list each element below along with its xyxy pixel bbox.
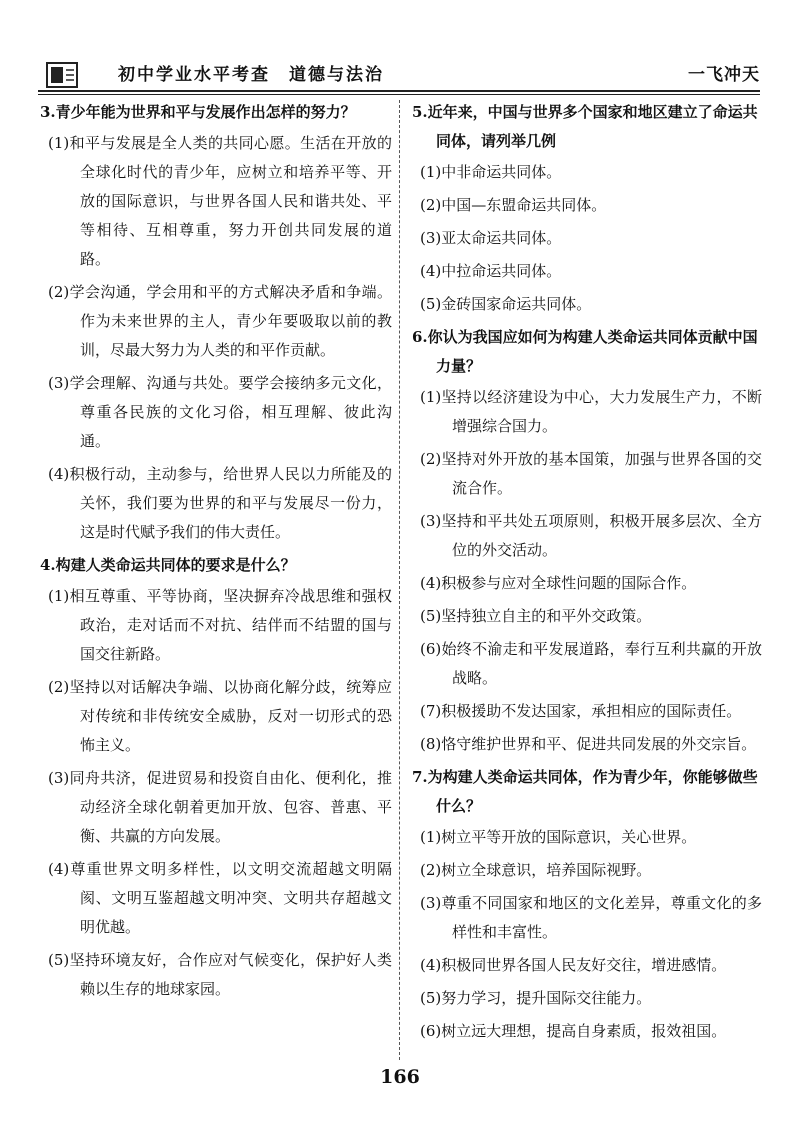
- question-block-4: [40, 551, 392, 1004]
- book-logo-icon: [46, 60, 84, 90]
- answer-item: (4)尊重世界文明多样性，以文明交流超越文明隔阂、文明互鉴超越文明冲突、文明共存超越文明优越。: [48, 860, 392, 936]
- answer-item: (3)学会理解、沟通与共处。要学会接纳多元文化，尊重各民族的文化习俗，相互理解、彼此沟通。: [48, 374, 392, 450]
- question-heading: 7.为构建人类命运共同体，作为青少年，你能够做些什么？: [412, 768, 758, 815]
- question-heading: 3.青少年能为世界和平与发展作出怎样的努力？: [40, 103, 356, 121]
- answer-item: (4)中拉命运共同体。: [420, 262, 562, 280]
- answer-item: (2)学会沟通，学会用和平的方式解决矛盾和争端。作为未来世界的主人，青少年要吸取以前的教训，尽最大努力为人类的和平作贡献。: [48, 283, 392, 359]
- header-brand: 一飞冲天: [688, 65, 760, 85]
- question-block-7: [412, 763, 762, 1046]
- answer-item: (3)坚持和平共处五项原则，积极开展多层次、全方位的外交活动。: [420, 512, 762, 559]
- header-rule: [38, 90, 760, 92]
- answer-item: (2)坚持以对话解决争端、以协商化解分歧，统筹应对传统和非传统安全威胁，反对一切形式的恐怖主义。: [48, 678, 392, 754]
- answer-item: (1)坚持以经济建设为中心，大力发展生产力，不断增强综合国力。: [420, 388, 762, 435]
- question-heading: 5.近年来，中国与世界多个国家和地区建立了命运共同体，请列举几例: [412, 103, 758, 150]
- answer-item: (2)坚持对外开放的基本国策，加强与世界各国的交流合作。: [420, 450, 762, 497]
- answer-item: (3)同舟共济，促进贸易和投资自由化、便利化，推动经济全球化朝着更加开放、包容、普惠、平衡、共赢的方向发展。: [48, 769, 392, 845]
- answer-item: (4)积极同世界各国人民友好交往，增进感情。: [420, 956, 727, 974]
- page-header: [38, 52, 760, 98]
- right-column: [412, 98, 762, 1050]
- question-block-5: [412, 98, 762, 319]
- answer-item: (2)树立全球意识，培养国际视野。: [420, 861, 652, 879]
- answer-item: (1)和平与发展是全人类的共同心愿。生活在开放的全球化时代的青少年，应树立和培养平等、开放的国际意识，与世界各国人民和谐共处、平等相待、互相尊重，努力开创共同发展的道路。: [48, 134, 392, 268]
- answer-item: (5)坚持独立自主的和平外交政策。: [420, 607, 652, 625]
- answer-item: (4)积极行动，主动参与，给世界人民以力所能及的关怀，我们要为世界的和平与发展尽一份力，这是时代赋予我们的伟大责任。: [48, 465, 392, 541]
- answer-item: (1)树立平等开放的国际意识，关心世界。: [420, 828, 697, 846]
- question-block-6: [412, 323, 762, 759]
- answer-item: (6)树立远大理想，提高自身素质，报效祖国。: [420, 1022, 727, 1040]
- answer-item: (6)始终不渝走和平发展道路，奉行互利共赢的开放战略。: [420, 640, 762, 687]
- answer-item: (4)积极参与应对全球性问题的国际合作。: [420, 574, 697, 592]
- header-rule-thin: [38, 94, 760, 95]
- left-column: [40, 98, 392, 1008]
- answer-item: (8)恪守维护世界和平、促进共同发展的外交宗旨。: [420, 735, 757, 753]
- answer-item: (2)中国—东盟命运共同体。: [420, 196, 607, 214]
- answer-item: (3)尊重不同国家和地区的文化差异，尊重文化的多样性和丰富性。: [420, 894, 762, 941]
- question-block-3: [40, 98, 392, 547]
- question-heading: 6.你认为我国应如何为构建人类命运共同体贡献中国力量？: [412, 328, 758, 375]
- page-number: 166: [380, 1066, 420, 1088]
- answer-item: (7)积极援助不发达国家，承担相应的国际责任。: [420, 702, 742, 720]
- answer-item: (5)努力学习，提升国际交往能力。: [420, 989, 652, 1007]
- answer-item: (3)亚太命运共同体。: [420, 229, 562, 247]
- question-heading: 4.构建人类命运共同体的要求是什么？: [40, 556, 296, 574]
- header-title: 初中学业水平考查 道德与法治: [118, 65, 384, 85]
- answer-item: (5)金砖国家命运共同体。: [420, 295, 592, 313]
- answer-item: (1)中非命运共同体。: [420, 163, 562, 181]
- answer-item: (1)相互尊重、平等协商，坚决摒弃冷战思维和强权政治，走对话而不对抗、结伴而不结盟的国与国交往新路。: [48, 587, 392, 663]
- answer-item: (5)坚持环境友好，合作应对气候变化，保护好人类赖以生存的地球家园。: [48, 951, 392, 998]
- column-divider: [399, 100, 400, 1060]
